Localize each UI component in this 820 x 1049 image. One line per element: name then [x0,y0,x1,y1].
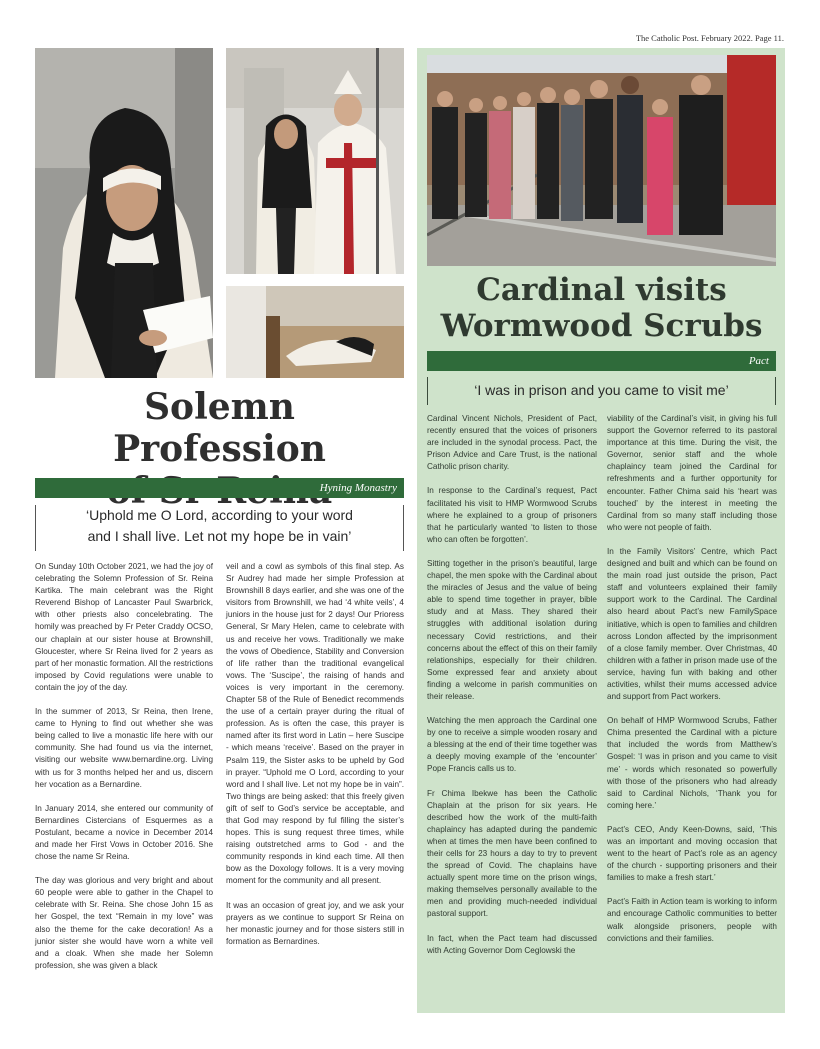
paragraph: In the Family Visitors’ Centre, which Pact designed and built and which can be found on the main road just outside the prison, Pact staff and volunteers explained their family support work to the Cardinal. The Cardinal also heard about Pact’s new FamilySpace initiative, which is open to families and children across London affected by the imprisonment of a close family member. Over Christmas, 40 children with a father in prison made use of the service, having fun with baking and other activities, whilst their mums accessed advice and support from Pact workers. [607,546,777,702]
left-section-tag: Hyning Monastry [35,478,404,498]
paragraph: Watching the men approach the Cardinal one by one to receive a simple wooden rosary and a blessing at the end of their time together was a deeply moving example of the ‘encounter’ Pope Francis calls us to. [427,716,597,774]
paragraph: On behalf of HMP Wormwood Scrubs, Father Chima presented the Cardinal with a picture that included the words from Matthew’s Gospel: ‘I was in prison and you came to visit me’ - words which resonated so powerfully with those of the prisoners who had already said to Cardinal Nichols, ‘Thank you for coming here.’ [607,716,777,810]
left-quote-line2: and I shall live. Let not my hope be in vain’ [87,528,352,544]
photo-sister-and-bishop [226,48,404,274]
photo-sister-reading [35,48,213,378]
paragraph: Pact’s CEO, Andy Keen-Downs, said, ‘This was an important and moving occasion that went to the heart of Pact’s role as an agency of the church - supporting prisoners and their families to make a fresh start.’ [607,824,777,883]
paragraph: The day was glorious and very bright and about 60 people were able to gather in the Chapel to celebrate with Sr. Reina. She chose John 15 as her Gospel, the text “Remain in my love” was also the theme for the cake decoration! As a junior sister she would have worn a white veil and a cloak. When she made her Solemn profession, she was given a black [35,876,213,970]
photo-group-wormwood-scrubs [427,55,776,266]
paragraph: Pact’s Faith in Action team is working to inform and encourage Catholic communities to better walk alongside prisoners, people with convictions and their families. [607,897,777,943]
left-column-1 [35,561,213,984]
paragraph: In the summer of 2013, Sr Reina, then Irene, came to Hyning to find out whether she was being called to live a monastic life here with our community. She had found us via the internet, visiting our website www.bernardine.org. Living with us for 3 months helped her and us, discern her vocation as a Bernardine. [35,707,213,789]
paragraph: In January 2014, she entered our community of Bernardines Cistercians of Esquermes as a Postulant, became a novice in December 2014 and made her First Vows in October 2016. She chose the name Sr Reina. [35,803,213,862]
paragraph: Fr Chima Ibekwe has been the Catholic Chaplain at the prison for six years. He described how the work of the multi-faith chaplaincy has adapted during the pandemic when at times the men have been confined to their cells for 23 hours a day to try to prevent the spread of Covid. The chaplains have actually spent more time on the prison wings, making themselves personally available to the men and providing much-needed individual pastoral support. [427,788,597,919]
paragraph: Cardinal Vincent Nichols, President of Pact, recently ensured that the voices of prisoners are included in the synodal process. Pact, the Prison Advice and Care Trust, is the national Catholic prison charity. [427,414,597,472]
paragraph: In response to the Cardinal’s request, Pact facilitated his visit to HMP Wormwood Scrubs where he explained to a group of prisoners that he particularly wanted ‘to listen to those who can often be forgotten’. [427,486,597,544]
right-column-2 [607,413,777,957]
right-section-tag: Pact [427,351,776,371]
paragraph: Sitting together in the prison’s beautiful, large chapel, the men spoke with the Cardinal about the miracles of Jesus and the value of being able to spend time together in prayer, bible study and at Mass. They shared their struggles with additional isolation during necessary Covid restrictions, and their concerns about the effect of this on their family relationships, especially for their children. Some expressed fear and anxiety about finding a welcome in parish communities on their release. [427,558,597,701]
right-headline-line1: Cardinal visits [476,272,727,308]
right-pull-quote [427,377,776,405]
left-headline-line1: Solemn Profession [113,386,326,470]
right-headline-line2: Wormwood Scrubs [440,307,763,344]
paragraph: On Sunday 10th October 2021, we had the joy of celebrating the Solemn Profession of Sr. Reina Kartika. The main celebrant was the Right Reverend Bishop of Lancaster Paul Swarbrick, with other priests also concelebrating. The homily was preached by Fr Peter Craddy OCSO, our chaplain at our sister house at Brownshill, Gloucester, where Sr Reina lived for 2 years as part of her monastic formation. All the restrictions imposed by Covid regulations were unable to contain the joy of the day. [35,562,213,692]
left-column-2 [226,561,404,960]
paragraph: In fact, when the Pact team had discussed with Acting Governor Dom Ceglowski the [427,933,597,955]
left-quote-line1: ‘Uphold me O Lord, according to your word [86,507,353,523]
right-headline [427,273,776,345]
page-folio: The Catholic Post. February 2022. Page 11. [635,33,784,43]
photo-prostration [226,286,404,378]
right-column-1 [427,413,597,969]
paragraph: It was an occasion of great joy, and we ask your prayers as we continue to support Sr Reina on her monastic journey and for those sisters still in formation as Bernardines. [226,900,404,946]
right-quote-text: ‘I was in prison and you came to visit me’ [474,382,729,398]
paragraph: viability of the Cardinal’s visit, in giving his full support the Governor referred to its pastoral importance at this time. During the visit, the Governor, senior staff and the whole chaplaincy team joined the Cardinal for refreshments and a further opportunity for encounter. Father Chima said his ‘heart was touched’ by the interest in meeting the Cardinal from so many staff including those who were not people of faith. [607,414,777,532]
paragraph: veil and a cowl as symbols of this final step. As Sr Audrey had made her simple Profession at Brownshill 8 days earlier, and she was one of the visitors from Brownshill, we had ‘4 white veils’, 4 juniors in the house just for 2 days! Our Prioress General, Sr Mary Helen, came to celebrate with us and receive her vows. Traditionally we make the vows of Obedience, Stability and Conversion of life rather than the traditional evangelical vows. The ‘Suscipe’, the raising of hands and voices is very important in the ceremony. Chapter 58 of the Rule of Benedict recommends the use of a certain prayer during the ritual of profession. As is often the case, this prayer is named after its first word in Latin – here Suscipe - which means ‘receive’. Based on the prayer in Psalm 119, the Sister asks to be upheld by God in prayer. “Uphold me O Lord, according to your word and I shall live. Let not my hope be in vain”. Two things are being asked: that this freely given gift of self to God’s service be acceptable, and that God may respond by ful filling the sister’s hopes. This is sung request three times, while raising outstretched arms to God - and the community responds in kind each time. All then bow as the Doxology follows. It is a very moving moment for the community and all present. [226,562,404,886]
left-pull-quote [35,505,404,551]
